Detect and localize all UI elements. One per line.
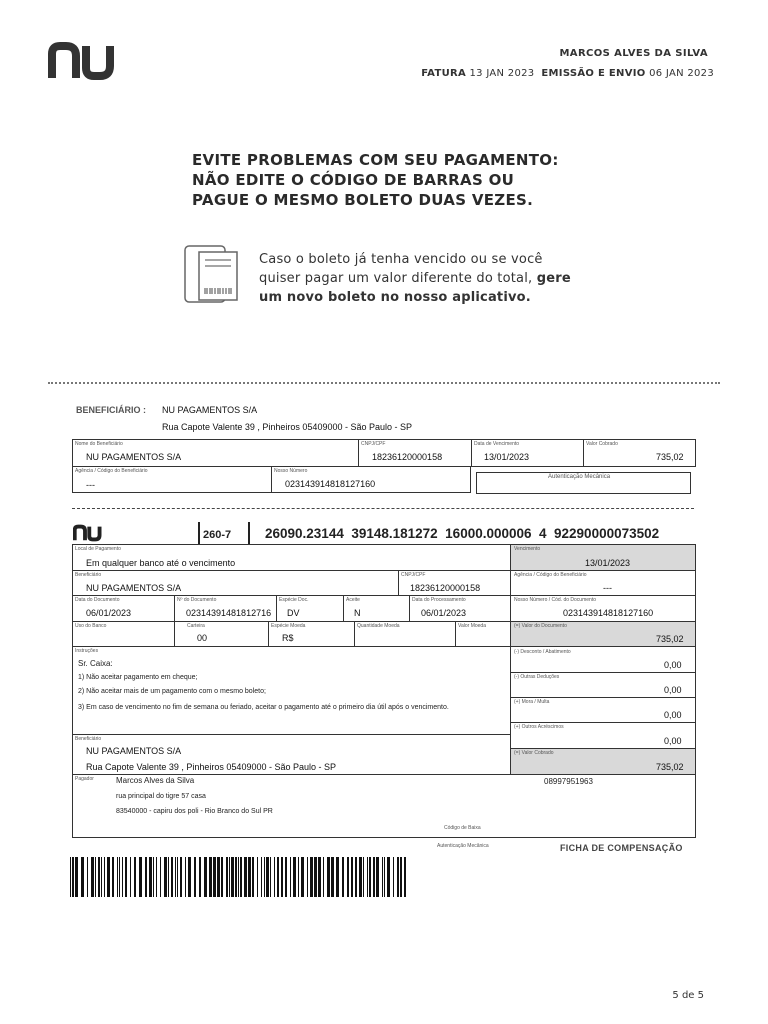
num-doc-value: 02314391481812716: [186, 608, 272, 618]
label: Valor Moeda: [458, 623, 486, 629]
instruction-line: 3) Em caso de vencimento no fim de semana ou feriado, aceitar o pagamento até o primeiro dia útil após o vencimento.: [78, 704, 449, 711]
label: Carteira: [187, 623, 205, 629]
vencimento-value: 13/01/2023: [484, 452, 530, 462]
payment-warning: [192, 150, 612, 210]
label: Nome do Beneficiário: [75, 441, 123, 447]
page-number: 5 de 5: [672, 990, 704, 1001]
agencia-value: ---: [86, 480, 95, 490]
mora-value: 0,00: [664, 710, 682, 720]
warning-line: PAGUE O MESMO BOLETO DUAS VEZES.: [192, 191, 534, 209]
label: Pagador: [75, 776, 94, 782]
benef2-name: NU PAGAMENTOS S/A: [86, 746, 182, 756]
label: Instruções: [75, 648, 99, 654]
emissao-label: EMISSÃO E ENVIO: [541, 68, 646, 79]
notice-line: [259, 269, 619, 288]
nosso-value: 023143914818127160: [563, 608, 654, 618]
autenticacao-label: Autenticação Mecânica: [437, 843, 489, 849]
instruction-line: 1) Não aceitar pagamento em cheque;: [78, 674, 198, 681]
warning-line: EVITE PROBLEMAS COM SEU PAGAMENTO:: [192, 151, 559, 169]
data-proc-value: 06/01/2023: [421, 608, 467, 618]
ficha-label: FICHA DE COMPENSAÇÃO: [560, 843, 683, 853]
acrescimos-value: 0,00: [664, 736, 682, 746]
pagador-doc: 08997951963: [544, 777, 593, 786]
label: Local de Pagamento: [75, 546, 121, 552]
aceite-value: N: [354, 608, 361, 618]
notice-bold: um novo boleto no nosso aplicativo.: [259, 290, 531, 305]
label: (+) Outros Acréscimos: [514, 724, 564, 730]
desconto-value: 0,00: [664, 660, 682, 670]
label: Beneficiário: [75, 572, 102, 578]
beneficiario-name: NU PAGAMENTOS S/A: [162, 405, 258, 415]
cnpj-value: 18236120000158: [410, 583, 481, 593]
label: CNPJ/CPF: [401, 572, 426, 578]
label: CNPJ/CPF: [361, 441, 386, 447]
nosso-value: 023143914818127160: [285, 479, 376, 489]
label: Data do Processamento: [412, 597, 466, 603]
customer-name: MARCOS ALVES DA SILVA: [559, 48, 708, 59]
label: Agência / Código do Beneficiário: [75, 468, 148, 474]
notice-text: quiser pagar um valor diferente do total,: [259, 271, 533, 286]
label: (-) Desconto / Abatimento: [514, 649, 571, 655]
label: (+) Mora / Multa: [514, 699, 550, 705]
cut-line: [48, 382, 720, 384]
benef-value: NU PAGAMENTOS S/A: [86, 583, 182, 593]
autenticacao-label: Autenticação Mecânica: [548, 474, 611, 480]
notice-line: [259, 288, 619, 307]
label: Data de Vencimento: [474, 441, 520, 447]
label: Nosso Número / Cód. do Documento: [514, 597, 596, 603]
label: Nº do Documento: [177, 597, 217, 603]
label: Espécie Moeda: [271, 623, 306, 629]
label: (=) Valor do Documento: [514, 623, 567, 629]
label: Quantidade Moeda: [357, 623, 400, 629]
valor-value: 735,02: [656, 452, 684, 462]
local-value: Em qualquer banco até o vencimento: [86, 558, 236, 568]
pagador-name: Marcos Alves da Silva: [116, 776, 195, 785]
agencia-value: ---: [603, 583, 612, 593]
label: (-) Outras Deduções: [514, 674, 560, 680]
beneficiario-heading: BENEFICIÁRIO :: [76, 405, 147, 415]
barcode-icon: [70, 857, 410, 897]
label: Valor Cobrado: [586, 441, 618, 447]
boleto-notice: [259, 250, 619, 307]
pagador-address: rua principal do tigre 57 casa: [116, 793, 206, 800]
fatura-label: FATURA: [421, 68, 467, 79]
data-doc-value: 06/01/2023: [86, 608, 132, 618]
venc-value: 13/01/2023: [585, 558, 631, 568]
fatura-date: 13 JAN 2023: [469, 68, 535, 79]
pagador-address: 83540000 - capiru dos poli - Rio Branco do Sul PR: [116, 808, 273, 815]
instruction-line: Sr. Caixa:: [78, 659, 113, 668]
carteira-value: 00: [197, 633, 208, 643]
label: Vencimento: [514, 546, 541, 552]
valor-doc-value: 735,02: [656, 634, 684, 644]
phone-boleto-icon: [183, 244, 241, 304]
label: Agência / Código do Beneficiário: [514, 572, 587, 578]
label: Espécie Doc.: [279, 597, 309, 603]
digitable-line: 26090.23144 39148.181272 16000.000006 4 92290000073502: [265, 526, 660, 541]
warning-line: NÃO EDITE O CÓDIGO DE BARRAS OU: [192, 171, 515, 189]
cut-line: [72, 508, 694, 509]
label: (=) Valor Cobrado: [514, 750, 554, 756]
nu-logo-icon: [73, 524, 103, 542]
especie-doc-value: DV: [287, 608, 300, 618]
beneficiario-address: Rua Capote Valente 39 , Pinheiros 05409000 - São Paulo - SP: [162, 422, 413, 432]
bank-code: 260-7: [203, 529, 232, 541]
emissao-date: 06 JAN 2023: [649, 68, 714, 79]
label: Beneficiário: [75, 736, 102, 742]
codigo-baixa-label: Código de Baixa: [444, 825, 481, 831]
notice-bold: gere: [536, 271, 571, 286]
label: Uso do Banco: [75, 623, 107, 629]
cnpj-value: 18236120000158: [372, 452, 443, 462]
cobrado-value: 735,02: [656, 762, 684, 772]
label: Aceite: [346, 597, 360, 603]
label: Data do Documento: [75, 597, 120, 603]
notice-line: Caso o boleto já tenha vencido ou se você: [259, 252, 543, 267]
instruction-line: 2) Não aceitar mais de um pagamento com o mesmo boleto;: [78, 688, 266, 695]
label: Nosso Número: [274, 468, 308, 474]
nome-value: NU PAGAMENTOS S/A: [86, 452, 182, 462]
nu-logo-icon: [48, 40, 118, 82]
invoice-dates: [421, 68, 714, 79]
especie-moeda-value: R$: [282, 633, 294, 643]
deducoes-value: 0,00: [664, 685, 682, 695]
benef2-address: Rua Capote Valente 39 , Pinheiros 05409000 - São Paulo - SP: [86, 762, 337, 772]
